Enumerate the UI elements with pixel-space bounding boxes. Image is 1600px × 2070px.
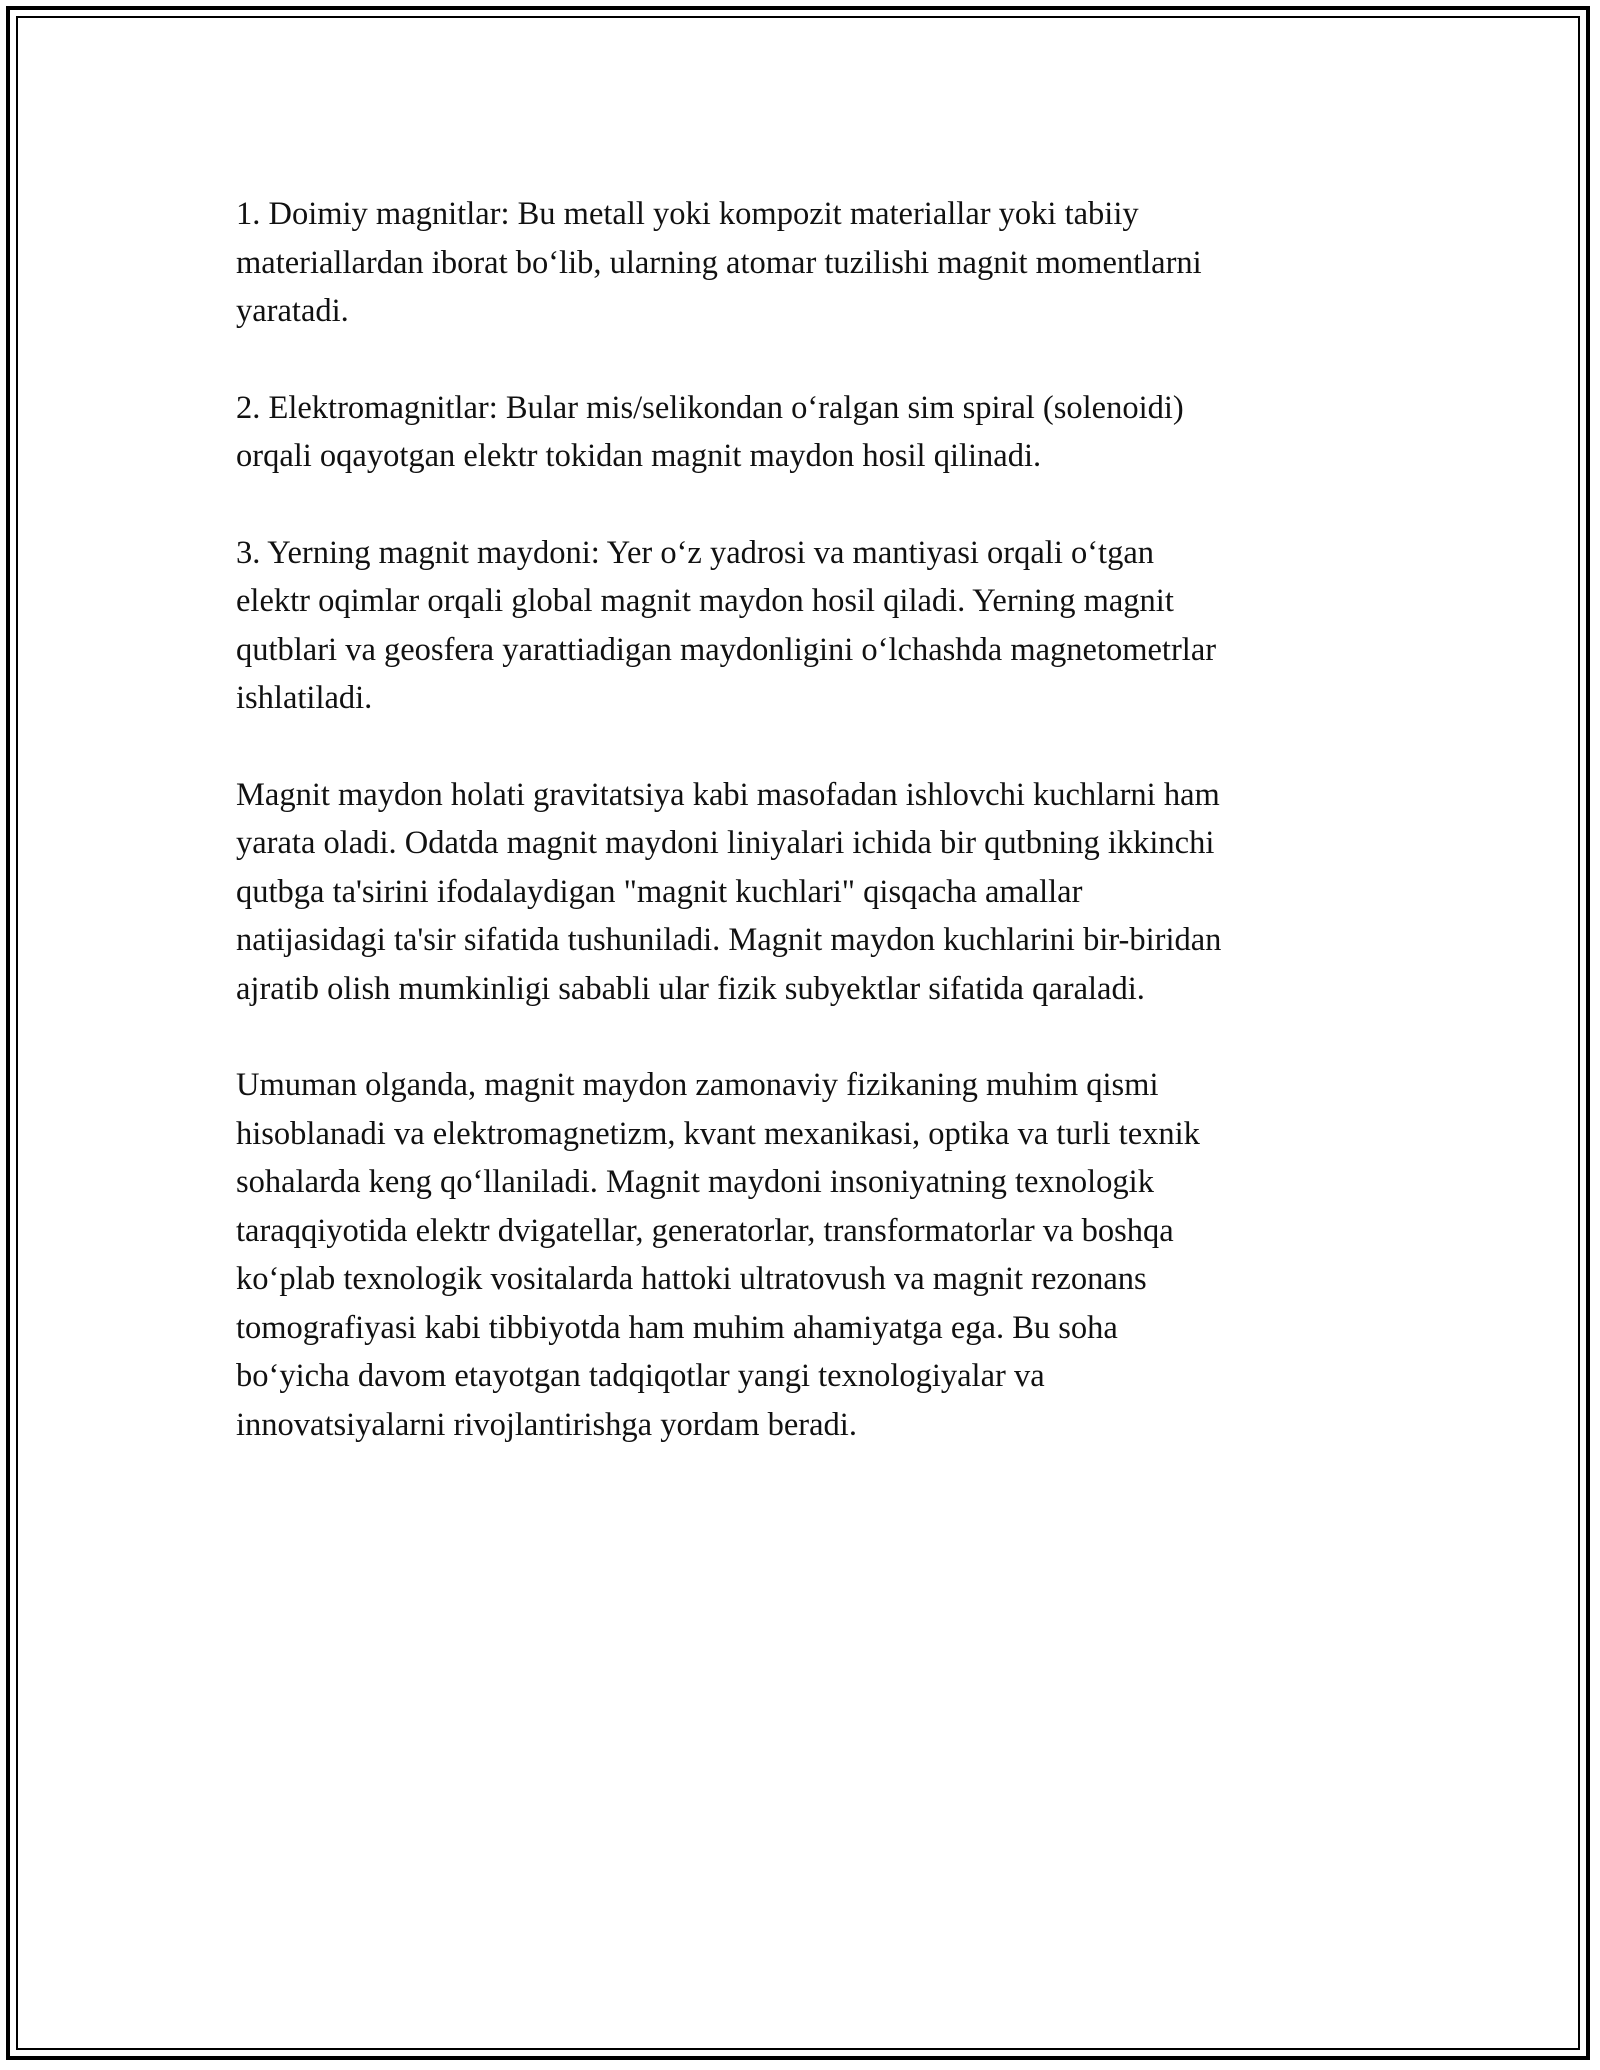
paragraph-earth-magnetic-field: 3. Yerning magnit maydoni: Yer o‘z yadrosi va mantiyasi orqali o‘tgan elektr oqimlar orqali global magnit maydon hosil qiladi. Yerning magnit qutblari va geosfera yarattiadigan maydonligini o‘lchashda magnetometrlar ishlatiladi.	[236, 534, 1217, 716]
paragraph-conclusion: Umuman olganda, magnit maydon zamonaviy fizikaning muhim qismi hisoblanadi va elektromagnetizm, kvant mexanikasi, optika va turli texnik sohalarda keng qo‘llaniladi. Magnit maydoni insoniyatning texnologik taraqqiyotida elektr dvigatellar, generatorlar, transformatorlar va boshqa ko‘plab texnologik vositalarda hattoki ultratovush va magnit rezonans tomografiyasi kabi tibbiyotda ham muhim ahamiyatga ega. Bu soha bo‘yicha davom etayotgan tadqiqotlar yangi texnologiyalar va innovatsiyalarni rivojlantirishga yordam beradi.	[236, 1067, 1200, 1443]
paragraph-permanent-magnets: 1. Doimiy magnitlar: Bu metall yoki kompozit materiallar yoki tabiiy materiallardan iborat bo‘lib, ularning atomar tuzilishi magnit momentlarni yaratadi.	[236, 196, 1202, 329]
document-body	[236, 190, 1366, 1497]
paragraph-magnetic-forces: Magnit maydon holati gravitatsiya kabi masofadan ishlovchi kuchlarni ham yarata oladi. Odatda magnit maydoni liniyalari ichida bir qutbning ikkinchi qutbga ta'sirini ifodalaydigan "magnit kuchlari" qisqacha amallar natijasidagi ta'sir sifatida tushuniladi. Magnit maydon kuchlarini bir-biridan ajratib olish mumkinligi sababli ular fizik subyektlar sifatida qaraladi.	[236, 776, 1222, 1007]
paragraph-electromagnets: 2. Elektromagnitlar: Bular mis/selikondan o‘ralgan sim spiral (solenoidi) orqali oqayotgan elektr tokidan magnit maydon hosil qilinadi.	[236, 389, 1184, 474]
